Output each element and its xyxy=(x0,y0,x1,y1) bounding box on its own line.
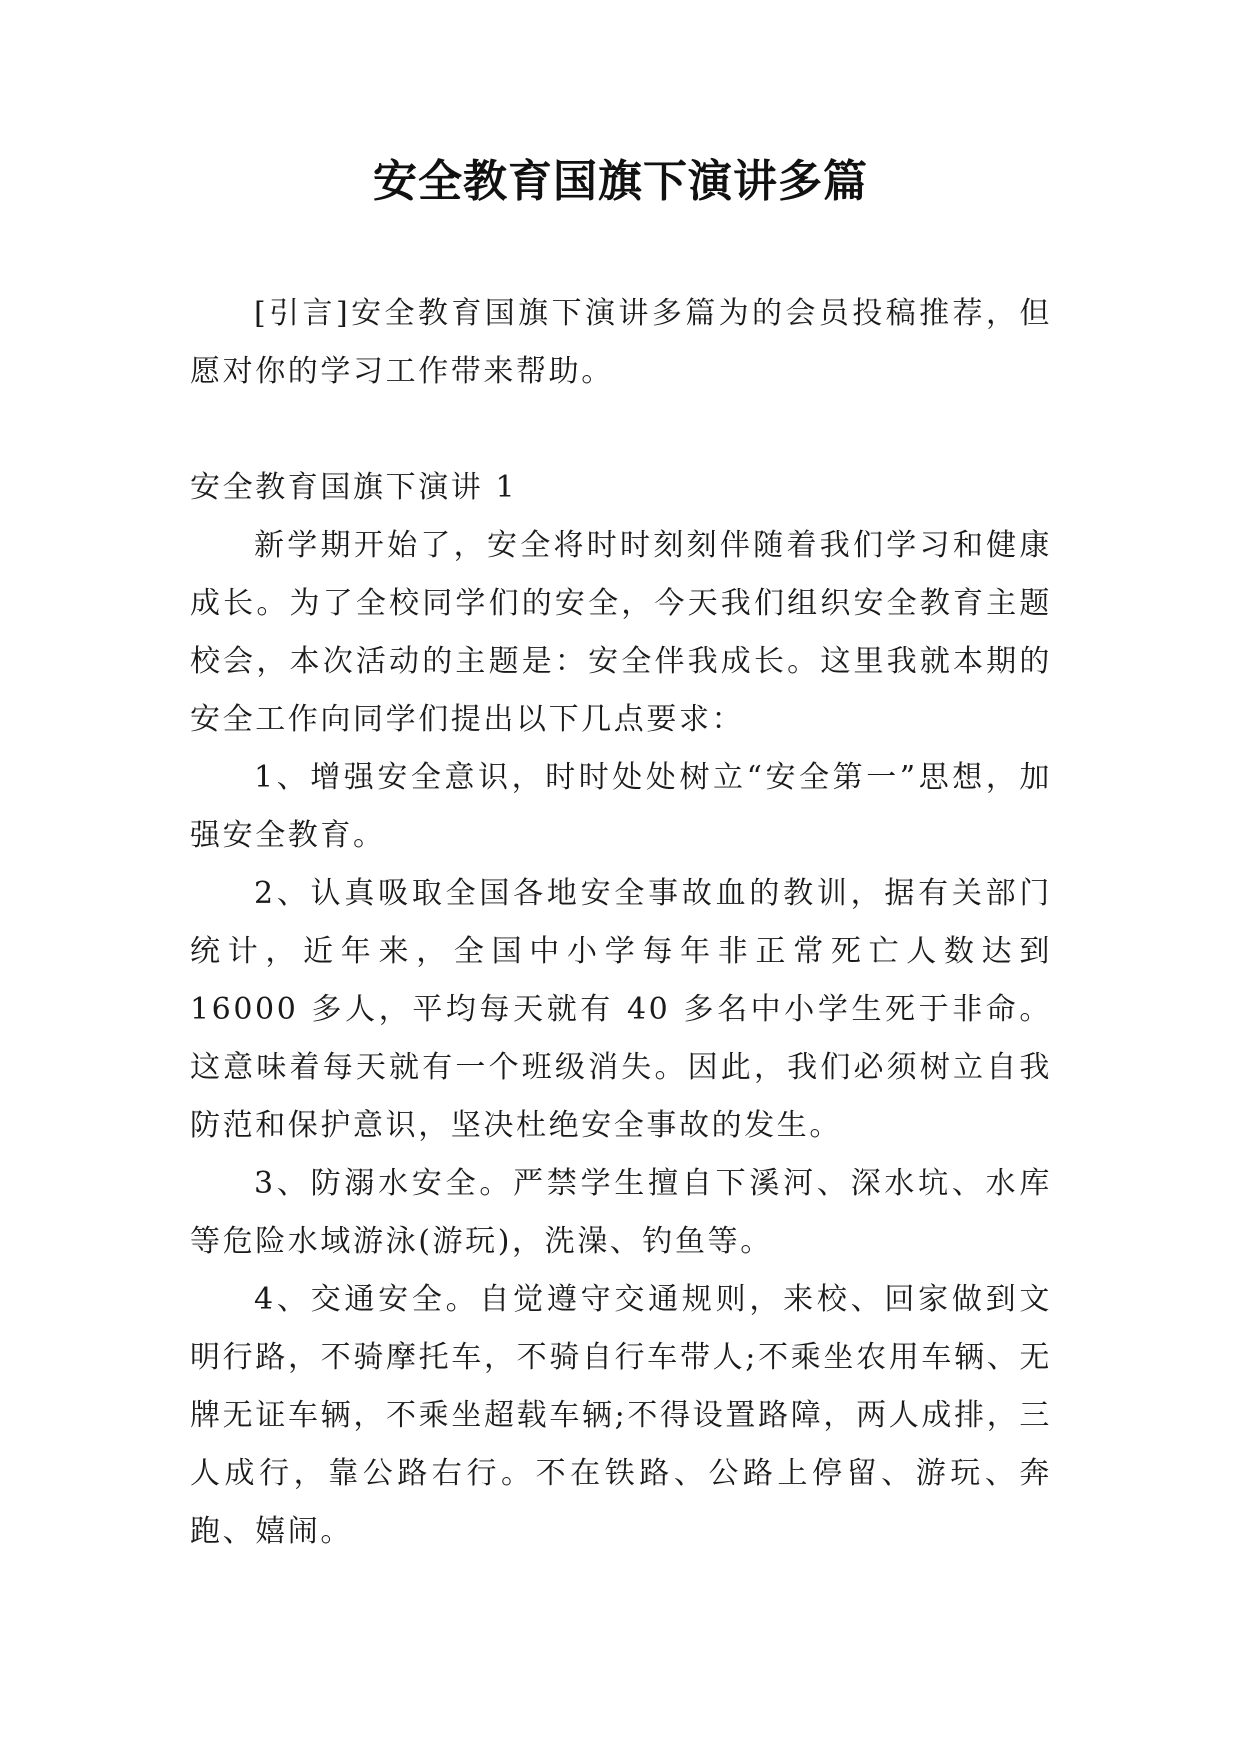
paragraph-spacer xyxy=(190,401,1052,459)
body-paragraph: 3、防溺水安全。严禁学生擅自下溪河、深水坑、水库等危险水域游泳(游玩)，洗澡、钓鱼等。 xyxy=(190,1166,1052,1259)
document-title: 安全教育国旗下演讲多篇 xyxy=(373,156,868,207)
document-body xyxy=(190,285,1052,1561)
body-paragraph: 4、交通安全。自觉遵守交通规则，来校、回家做到文明行路，不骑摩托车，不骑自行车带人;不乘坐农用车辆、无牌无证车辆，不乘坐超载车辆;不得设置路障，两人成排，三人成行，靠公路右行。不在铁路、公路上停留、游玩、奔跑、嬉闹。 xyxy=(190,1282,1052,1549)
body-paragraph: 1、增强安全意识，时时处处树立“安全第一”思想，加强安全教育。 xyxy=(190,760,1052,853)
intro-paragraph: [引言]安全教育国旗下演讲多篇为的会员投稿推荐，但愿对你的学习工作带来帮助。 xyxy=(190,296,1052,389)
section-heading: 安全教育国旗下演讲 1 xyxy=(190,470,518,505)
body-paragraph: 2、认真吸取全国各地安全事故血的教训，据有关部门统计，近年来，全国中小学每年非正常死亡人数达到 16000 多人，平均每天就有 40 多名中小学生死于非命。这意味着每天就有一个班级消失。因此，我们必须树立自我防范和保护意识，坚决杜绝安全事故的发生。 xyxy=(190,876,1052,1143)
body-paragraph: 新学期开始了，安全将时时刻刻伴随着我们学习和健康成长。为了全校同学们的安全，今天我们组织安全教育主题校会，本次活动的主题是：安全伴我成长。这里我就本期的安全工作向同学们提出以下几点要求： xyxy=(190,528,1052,737)
